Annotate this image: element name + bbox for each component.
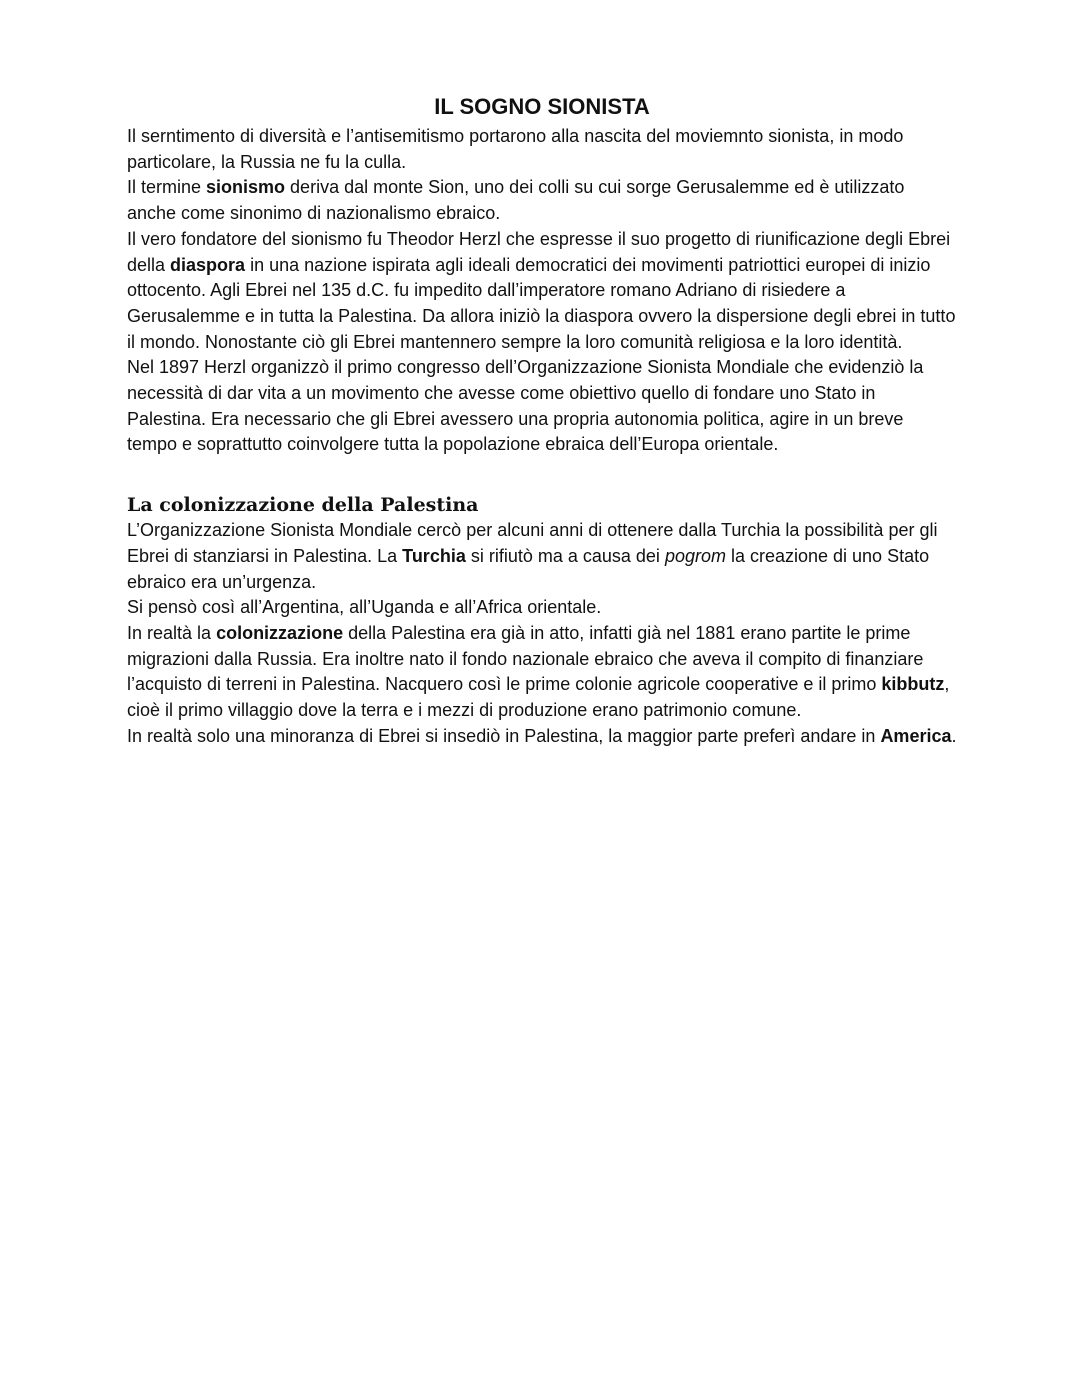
paragraph: Nel 1897 Herzl organizzò il primo congresso dell’Organizzazione Sionista Mondiale che evidenziò la necessità di dar vita a un movimento che avesse come obiettivo quello di fondare uno Stato in Palestina. Era necessario che gli Ebrei avessero una propria autonomia politica, agire in un breve tempo e soprattutto coinvolgere tutta la popolazione ebraica dell’Europa orientale. xyxy=(127,357,924,455)
bold-term: colonizzazione xyxy=(216,622,344,643)
paragraph: In realtà solo una minoranza di Ebrei si insediò in Palestina, la maggior parte preferì andare in America. xyxy=(127,725,957,746)
paragraph: Il termine sionismo deriva dal monte Sion, uno dei colli su cui sorge Gerusalemme ed è utilizzato anche come sinonimo di nazionalismo ebraico. xyxy=(127,177,905,224)
bold-term: America xyxy=(880,725,952,746)
paragraph: In realtà la colonizzazione della Palestina era già in atto, infatti già nel 1881 erano partite le prime migrazioni dalla Russia. Era inoltre nato il fondo nazionale ebraico che aveva il compito di finanziare l’acquisto di terreni in Palestina. Nacquero così le prime colonie agricole cooperative e il primo kibbutz, cioè il primo villaggio dove la terra e i mezzi di produzione erano patrimonio comune. xyxy=(127,622,950,721)
italic-term: pogrom xyxy=(664,545,726,566)
paragraph: Si pensò così all’Argentina, all’Uganda e all’Africa orientale. xyxy=(127,597,602,618)
document-page xyxy=(127,92,957,749)
document-title: IL SOGNO SIONISTA xyxy=(434,94,650,119)
bold-term: Turchia xyxy=(402,545,466,566)
section-intro xyxy=(127,124,957,458)
bold-term: kibbutz xyxy=(881,674,945,695)
paragraph: Il vero fondatore del sionismo fu Theodor Herzl che espresse il suo progetto di riunificazione degli Ebrei della diaspora in una nazione ispirata agli ideali democratici dei movimenti patriottici europei di inizio ottocento. Agli Ebrei nel 135 d.C. fu impedito dall’imperatore romano Adriano di risiedere a Gerusalemme e in tutta la Palestina. Da allora iniziò la diaspora ovvero la dispersione degli ebrei in tutto il mondo. Nonostante ciò gli Ebrei mantennero sempre la loro comunità religiosa e la loro identità. xyxy=(127,228,956,352)
paragraph: Il serntimento di diversità e l’antisemitismo portarono alla nascita del moviemnto sionista, in modo particolare, la Russia ne fu la culla. xyxy=(127,126,904,172)
section-heading: La colonizzazione della Palestina xyxy=(127,494,479,517)
paragraph: L’Organizzazione Sionista Mondiale cercò per alcuni anni di ottenere dalla Turchia la possibilità per gli Ebrei di stanziarsi in Palestina. La Turchia si rifiutò ma a causa dei pogrom la creazione di uno Stato ebraico era un’urgenza. xyxy=(127,520,938,592)
bold-term: sionismo xyxy=(206,177,286,198)
section-colonization xyxy=(127,492,957,749)
bold-term: diaspora xyxy=(170,254,246,275)
